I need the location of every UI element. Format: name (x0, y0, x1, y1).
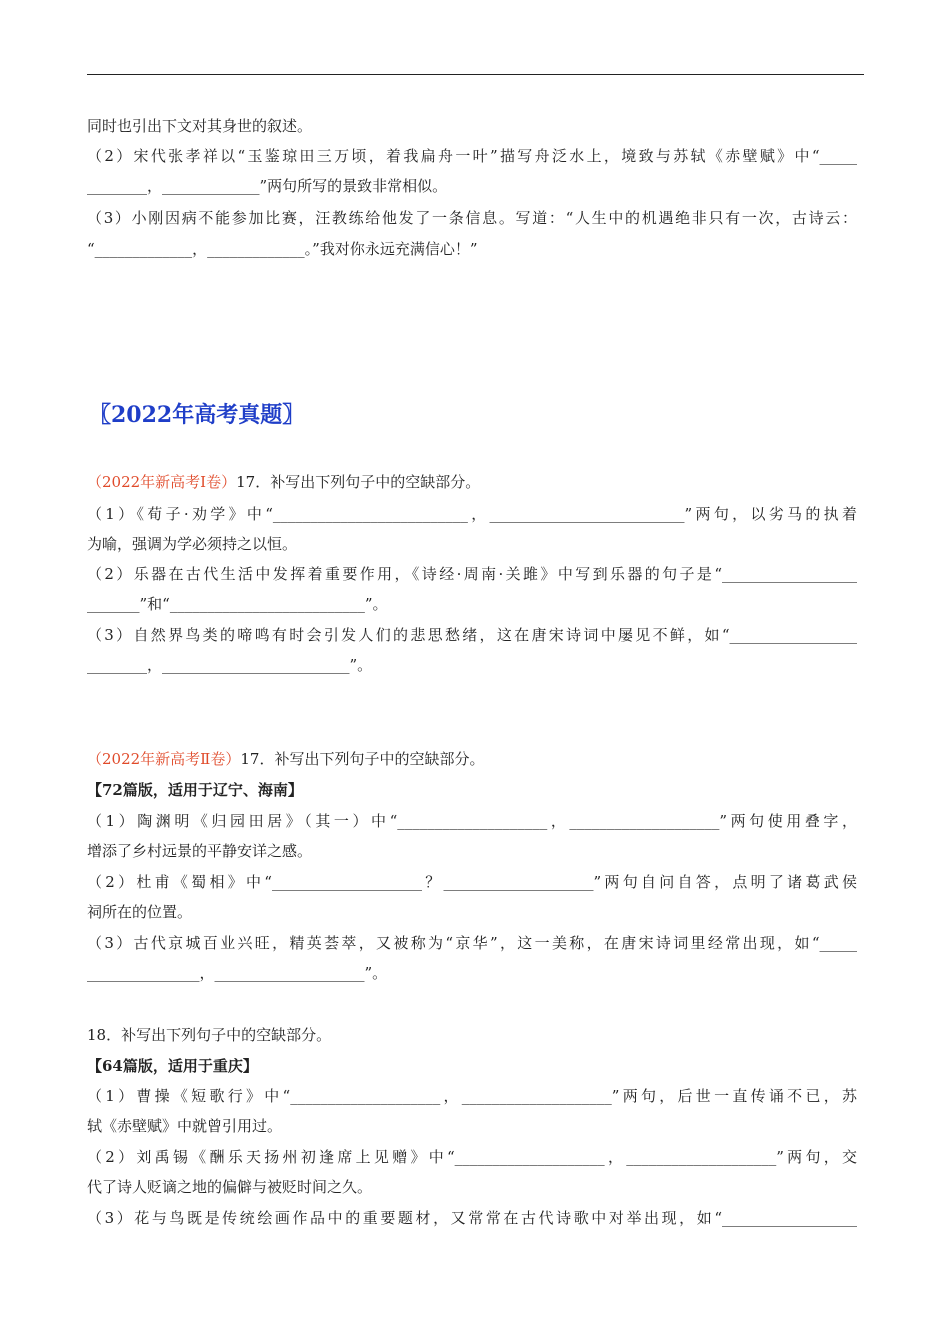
q18-title: 18．补写出下列句子中的空缺部分。 (87, 1026, 332, 1044)
exam2-edition: 【72篇版，适用于辽宁、海南】 (87, 781, 303, 799)
exam2-title: 17．补写出下列句子中的空缺部分。 (240, 750, 485, 768)
exam1-title-line (87, 471, 867, 493)
question-3-line: （3）小刚因病不能参加比赛，汪教练给他发了一条信息。写道：“人生中的机遇绝非只有一次，古诗云： (87, 209, 857, 227)
exam2-q1-line-cont: 增添了乡村远景的平静安详之感。 (87, 842, 313, 860)
question-3-line-cont: “_____________，_____________。”我对你永远充满信心！” (87, 240, 478, 258)
exam2-q2-line-cont: 祠所在的位置。 (87, 903, 193, 921)
exam1-q2-line: （2）乐器在古代生活中发挥着重要作用，《诗经·周南·关雎》中写到乐器的句子是“__________________ (87, 565, 857, 583)
exam1-source: （2022年新高考Ⅰ卷） (87, 473, 237, 491)
exam1-q3-line-cont: ________，_________________________”。 (87, 656, 373, 674)
exam1-q1-line: （1）《荀子·劝学》中“__________________________，__________________________”两句，以劣马的执着 (87, 505, 857, 523)
q18-q2-line: （2）刘禹锡《酬乐天扬州初逢席上见赠》中“____________________，____________________”两句，交 (87, 1148, 857, 1166)
q18-edition: 【64篇版，适用于重庆】 (87, 1057, 258, 1075)
paragraph-line: 同时也引出下文对其身世的叙述。 (87, 117, 313, 135)
exam1-q2-line-cont: _______”和“__________________________”。 (87, 595, 388, 613)
exam2-q3-line: （3）古代京城百业兴旺，精英荟萃，又被称为“京华”，这一美称，在唐宋诗词里经常出现，如“_____ (87, 934, 857, 952)
section-heading: 〖2022年高考真题〗 (89, 402, 305, 428)
exam1-title: 17．补写出下列句子中的空缺部分。 (236, 473, 481, 491)
exam1-q1-line-cont: 为喻，强调为学必须持之以恒。 (87, 535, 298, 553)
question-2-line-cont: ________，_____________”两句所写的景致非常相似。 (87, 177, 448, 195)
exam2-source: （2022年新高考Ⅱ卷） (87, 750, 241, 768)
exam1-q3-line: （3）自然界鸟类的啼鸣有时会引发人们的悲思愁绪，这在唐宋诗词中屡见不鲜，如“_________________ (87, 626, 857, 644)
q18-q2-line-cont: 代了诗人贬谪之地的偏僻与被贬时间之久。 (87, 1178, 373, 1196)
exam2-q2-line: （2）杜甫《蜀相》中“____________________？____________________”两句自问自答，点明了诸葛武侯 (87, 873, 857, 891)
question-2-line: （2）宋代张孝祥以“玉鉴琼田三万顷，着我扁舟一叶”描写舟泛水上，境致与苏轼《赤壁赋》中“_____ (87, 147, 857, 165)
exam2-q1-line: （1）陶渊明《归园田居》（其一）中“____________________，____________________”两句使用叠字， (87, 812, 857, 830)
exam2-q3-line-cont: _______________，____________________”。 (87, 964, 388, 982)
q18-q1-line-cont: 轼《赤壁赋》中就曾引用过。 (87, 1117, 283, 1135)
exam2-title-line (87, 748, 867, 770)
q18-q1-line: （1）曹操《短歌行》中“____________________，____________________”两句，后世一直传诵不已，苏 (87, 1087, 857, 1105)
header-rule (87, 74, 864, 75)
q18-q3-line: （3）花与鸟既是传统绘画作品中的重要题材，又常常在古代诗歌中对举出现，如“__________________ (87, 1209, 857, 1227)
